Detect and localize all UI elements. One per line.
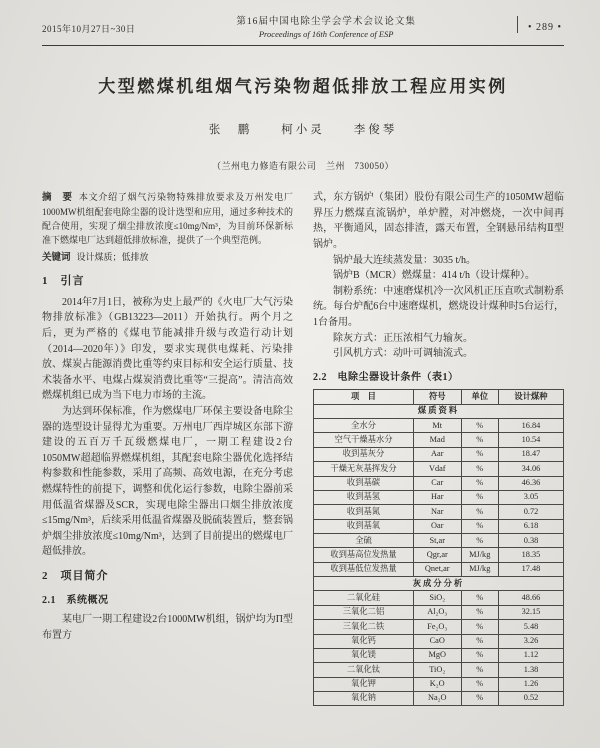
table-cell-symbol: Vdaf — [414, 462, 462, 476]
table-cell-unit: % — [461, 462, 499, 476]
table-cell-item: 氧化钾 — [314, 677, 414, 691]
table-cell-unit: MJ/kg — [461, 548, 499, 562]
boiler-coal-rate-line: 锅炉B（MCR）燃煤量：414 t/h（设计煤种）。 — [333, 270, 535, 282]
table-cell-symbol: TiO₂ — [414, 663, 462, 677]
proceedings-title-en: Proceedings of 16th Conference of ESP — [258, 28, 394, 39]
table-row — [314, 677, 564, 691]
table-cell-item: 二氧化钛 — [314, 663, 414, 677]
table-cell-value: 3.05 — [499, 490, 564, 504]
table-cell-symbol: Al₂O₃ — [414, 605, 462, 619]
abstract — [42, 190, 293, 247]
intro-paragraph-2: 为达到环保标准，作为燃煤电厂环保主要设备电除尘器的选型设计显得尤为重要。万州电厂西岸城区东部下游建设的五百万千瓦级燃煤电厂，一期工程建设2台1050MW超超临界燃煤机组，其配套电除尘器优化选择结构参数和性能参数，采用了高频、高效电源，在充分考虑燃煤特性的前提下，调整和优化运行参数，电除尘器前采用低温省煤器及SCR，实现电除尘器出口烟尘排放浓度≤15mg/Nm³，后续采用低温省煤器及脱硫装置后，整套锅炉烟尘排放浓度≤10mg/Nm³，达到了目前提出的燃煤电厂超低排放。 — [42, 406, 293, 558]
table-row — [314, 562, 564, 576]
table-cell-value: 10.54 — [499, 433, 564, 447]
section-heading-esp-design-conditions: 2.2 电除尘器设计条件（表1） — [313, 371, 459, 383]
table-cell-unit: % — [461, 490, 499, 504]
table-cell-value: 0.52 — [499, 691, 564, 705]
section-heading-system-overview: 2.1 系统概况 — [42, 594, 109, 606]
table-header-symbol: 符号 — [414, 390, 462, 404]
table-cell-unit: % — [461, 419, 499, 433]
table-header-row — [314, 390, 564, 404]
table-cell-item: 收到基高位发热量 — [314, 548, 414, 562]
intro-paragraph-1: 2014年7月1日，被称为史上最严的《火电厂大气污染物排放标准》（GB13223—2011）开始执行。两个月之后，更为严格的《煤电节能减排升级与改造行动计划（2014—2020年）》印发，要求实现供电煤耗、污染排放、煤炭占能源消费比重等约束目标和安全运行质量、技术装备水平、电煤占煤炭消费比重等“三提高”。清洁高效燃煤机组已成为当下电力市场的主流。 — [42, 296, 293, 402]
table-cell-value: 16.84 — [499, 419, 564, 433]
table-cell-symbol: Aar — [414, 447, 462, 461]
affiliation: （兰州电力修造有限公司 兰州 730050） — [211, 161, 394, 172]
proceedings-title — [236, 16, 416, 40]
table-row — [314, 419, 564, 433]
table-cell-value: 17.48 — [499, 562, 564, 576]
table-cell-value: 1.12 — [499, 648, 564, 662]
table-cell-value: 48.66 — [499, 591, 564, 605]
table-cell-value: 32.15 — [499, 605, 564, 619]
table-cell-unit: % — [461, 677, 499, 691]
table-row — [314, 490, 564, 504]
table-group-row — [314, 577, 564, 591]
table-cell-unit: % — [461, 476, 499, 490]
boiler-evaporation-line: 锅炉最大连续蒸发量：3035 t/h。 — [333, 254, 477, 266]
table-cell-item: 收到基低位发热量 — [314, 562, 414, 576]
table-cell-value: 1.38 — [499, 663, 564, 677]
table-cell-unit: % — [461, 620, 499, 634]
table-cell-item: 全水分 — [314, 419, 414, 433]
table-body — [314, 404, 564, 706]
table-cell-unit: % — [461, 534, 499, 548]
design-conditions-table — [313, 389, 564, 706]
table-cell-symbol: Har — [414, 490, 462, 504]
table-cell-unit: % — [461, 591, 499, 605]
induced-fan-line: 引风机方式：动叶可调轴流式。 — [333, 348, 473, 360]
authors: 张 鹏 柯小灵 李俊琴 — [208, 124, 398, 137]
table-cell-item: 氧化镁 — [314, 648, 414, 662]
table-cell-symbol: Qgr,ar — [414, 548, 462, 562]
table-cell-item: 全硫 — [314, 534, 414, 548]
table-cell-symbol: Mt — [414, 419, 462, 433]
page-number: • 289 • — [517, 16, 564, 33]
table-cell-unit: % — [461, 447, 499, 461]
left-column — [42, 190, 293, 706]
table-cell-symbol: St,ar — [414, 534, 462, 548]
table-cell-symbol: SiO₂ — [414, 591, 462, 605]
table-cell-symbol: Car — [414, 476, 462, 490]
table-row — [314, 476, 564, 490]
table-header-unit: 单位 — [461, 390, 499, 404]
keywords-text: 设计煤质；低排放 — [76, 252, 149, 263]
table-cell-value: 46.36 — [499, 476, 564, 490]
table-cell-value: 6.18 — [499, 519, 564, 533]
table-cell-item: 收到基氧 — [314, 519, 414, 533]
table-row — [314, 691, 564, 705]
page-header — [42, 16, 564, 40]
table-cell-symbol: Nar — [414, 505, 462, 519]
table-cell-item: 氧化钙 — [314, 634, 414, 648]
table-cell-symbol: Mad — [414, 433, 462, 447]
section-heading-introduction: 1 引言 — [42, 275, 85, 288]
table-cell-value: 0.38 — [499, 534, 564, 548]
table-cell-item: 三氧化二铁 — [314, 620, 414, 634]
abstract-label: 摘 要 — [42, 193, 73, 204]
keywords — [42, 250, 293, 265]
ash-removal-line: 除灰方式：正压浓相气力输灰。 — [333, 332, 473, 344]
table-cell-symbol: Oar — [414, 519, 462, 533]
right-column — [313, 190, 564, 706]
table-row — [314, 534, 564, 548]
table-cell-item: 空气干燥基水分 — [314, 433, 414, 447]
table-row — [314, 663, 564, 677]
table-cell-unit: % — [461, 634, 499, 648]
table-row — [314, 620, 564, 634]
conference-date: 2015年10月27日~30日 — [42, 24, 136, 34]
table-cell-unit: % — [461, 519, 499, 533]
table-cell-symbol: Qnet,ar — [414, 562, 462, 576]
table-cell-symbol: K₂O — [414, 677, 462, 691]
table-cell-item: 二氧化硅 — [314, 591, 414, 605]
table-cell-symbol: Na₂O — [414, 691, 462, 705]
table-header-item: 项 目 — [314, 390, 414, 404]
header-rule — [42, 45, 564, 46]
table-cell-symbol: Fe₂O₃ — [414, 620, 462, 634]
table-row — [314, 648, 564, 662]
system-overview-paragraph: 某电厂一期工程建设2台1000MW机组，锅炉均为Π型布置方 — [42, 614, 293, 641]
table-row — [314, 605, 564, 619]
proceedings-title-cn: 第16届中国电除尘学会学术会议论文集 — [236, 17, 416, 27]
table-cell-item: 收到基氮 — [314, 505, 414, 519]
paper-title: 大型燃煤机组烟气污染物超低排放工程应用实例 — [98, 77, 508, 97]
table-cell-symbol: MgO — [414, 648, 462, 662]
table-group-title: 煤质资料 — [314, 404, 564, 418]
table-row — [314, 548, 564, 562]
abstract-text: 本文介绍了烟气污染物特殊排放要求及万州发电厂1000MW机组配套电除尘器的设计选型和应用，通过多种技术的配合使用，实现了烟尘排放浓度≤10mg/Nm³，为目前环保新标准下燃煤电厂达到超低排放标准，提供了一个典型范例。 — [42, 192, 293, 246]
table-cell-item: 三氧化二铝 — [314, 605, 414, 619]
table-cell-value: 1.26 — [499, 677, 564, 691]
table-cell-unit: % — [461, 433, 499, 447]
table-cell-value: 18.47 — [499, 447, 564, 461]
table-row — [314, 505, 564, 519]
table-cell-value: 18.35 — [499, 548, 564, 562]
boiler-description-paragraph: 式，东方锅炉（集团）股份有限公司生产的1050MW超临界压力燃煤直流锅炉，单炉膛，对冲燃烧，一次中间再热，平衡通风，固态排渣，露天布置，全钢悬吊结构Ⅱ型锅炉。 — [313, 192, 564, 251]
table-row — [314, 433, 564, 447]
table-cell-item: 收到基碳 — [314, 476, 414, 490]
table-cell-value: 34.06 — [499, 462, 564, 476]
table-cell-value: 5.48 — [499, 620, 564, 634]
table-cell-item: 收到基灰分 — [314, 447, 414, 461]
table-cell-unit: % — [461, 648, 499, 662]
table-cell-unit: % — [461, 663, 499, 677]
table-cell-item: 氧化钠 — [314, 691, 414, 705]
table-group-row — [314, 404, 564, 418]
pulverizing-system-paragraph: 制粉系统：中速磨煤机冷一次风机正压直吹式制粉系统。每台炉配6台中速磨煤机，燃烧设计煤种时5台运行，1台备用。 — [313, 285, 564, 329]
table-cell-item: 收到基氢 — [314, 490, 414, 504]
table-cell-unit: % — [461, 605, 499, 619]
table-cell-unit: % — [461, 691, 499, 705]
table-cell-value: 3.26 — [499, 634, 564, 648]
table-row — [314, 447, 564, 461]
table-cell-unit: % — [461, 505, 499, 519]
table-row — [314, 519, 564, 533]
table-header-design-coal: 设计煤种 — [499, 390, 564, 404]
table-cell-item: 干燥无灰基挥发分 — [314, 462, 414, 476]
table-cell-value: 0.72 — [499, 505, 564, 519]
table-row — [314, 591, 564, 605]
table-row — [314, 462, 564, 476]
two-column-body — [42, 190, 564, 706]
keywords-label: 关键词 — [42, 253, 71, 264]
table-cell-symbol: CaO — [414, 634, 462, 648]
table-group-title: 灰成分分析 — [314, 577, 564, 591]
table-row — [314, 634, 564, 648]
section-heading-project-overview: 2 项目简介 — [42, 569, 109, 582]
table-cell-unit: MJ/kg — [461, 562, 499, 576]
